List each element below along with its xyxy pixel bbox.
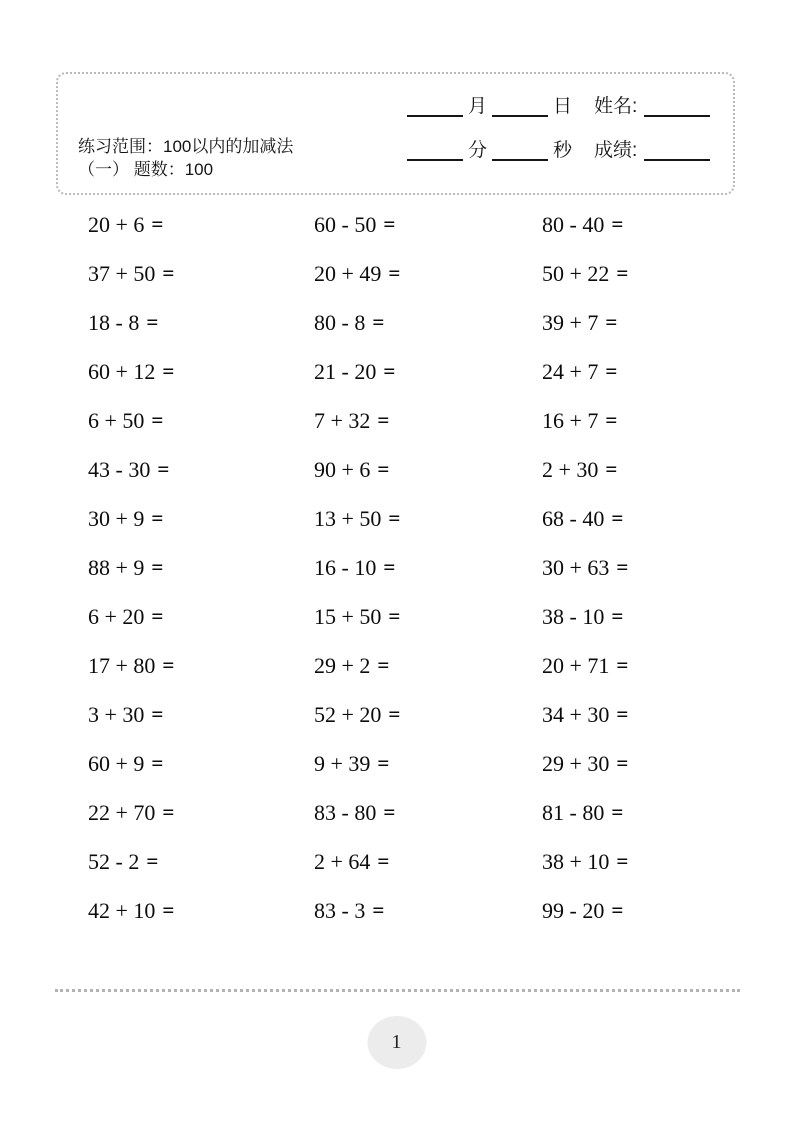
equals-sign: =: [377, 408, 390, 432]
expression-text: 37 + 50: [88, 260, 156, 286]
problem-expression: [314, 200, 542, 249]
expression-text: 80 - 40: [542, 211, 605, 237]
day-label: 日: [553, 96, 573, 117]
equals-sign: =: [377, 457, 390, 481]
problem-expression: [542, 690, 760, 739]
expression-text: 68 - 40: [542, 505, 605, 531]
equals-sign: =: [611, 604, 624, 628]
page-number: 1: [391, 1031, 402, 1053]
equals-sign: =: [151, 408, 164, 432]
equals-sign: =: [616, 261, 629, 285]
second-label: 秒: [553, 140, 573, 161]
problem-expression: [314, 739, 542, 788]
minute-blank-line: [407, 144, 463, 161]
equals-sign: =: [388, 261, 401, 285]
expression-text: 83 - 80: [314, 799, 377, 825]
problem-expression: [88, 249, 314, 298]
time-row: [402, 140, 710, 161]
score-label: 成绩:: [594, 140, 638, 161]
problem-expression: [88, 445, 314, 494]
expression-text: 2 + 30: [542, 456, 599, 482]
equals-sign: =: [377, 653, 390, 677]
expression-text: 3 + 30: [88, 701, 145, 727]
name-blank-line: [644, 100, 710, 117]
problem-expression: [314, 886, 542, 935]
expression-text: 60 + 12: [88, 358, 156, 384]
problem-expression: [88, 690, 314, 739]
expression-text: 99 - 20: [542, 897, 605, 923]
expression-text: 29 + 30: [542, 750, 610, 776]
equals-sign: =: [616, 555, 629, 579]
expression-text: 9 + 39: [314, 750, 371, 776]
sheet-info-text: （一） 题数：100: [78, 160, 214, 179]
expression-text: 52 + 20: [314, 701, 382, 727]
expression-text: 15 + 50: [314, 603, 382, 629]
expression-text: 34 + 30: [542, 701, 610, 727]
expression-text: 20 + 49: [314, 260, 382, 286]
expression-text: 30 + 63: [542, 554, 610, 580]
expression-text: 38 - 10: [542, 603, 605, 629]
problem-expression: [542, 347, 760, 396]
date-row: [402, 96, 710, 117]
expression-text: 16 - 10: [314, 554, 377, 580]
equals-sign: =: [372, 898, 385, 922]
equals-sign: =: [616, 751, 629, 775]
equals-sign: =: [151, 751, 164, 775]
problem-expression: [314, 592, 542, 641]
equals-sign: =: [388, 702, 401, 726]
equals-sign: =: [372, 310, 385, 334]
problem-expression: [542, 592, 760, 641]
equals-sign: =: [388, 506, 401, 530]
equals-sign: =: [151, 555, 164, 579]
equals-sign: =: [605, 408, 618, 432]
problem-expression: [88, 837, 314, 886]
month-label: 月: [468, 96, 488, 117]
problem-expression: [542, 445, 760, 494]
problem-expression: [314, 690, 542, 739]
problem-expression: [88, 396, 314, 445]
problem-expression: [542, 396, 760, 445]
problem-expression: [88, 739, 314, 788]
equals-sign: =: [383, 555, 396, 579]
fill-in-rows: [402, 96, 710, 161]
equals-sign: =: [383, 359, 396, 383]
expression-text: 43 - 30: [88, 456, 151, 482]
score-blank-line: [644, 144, 710, 161]
expression-text: 22 + 70: [88, 799, 156, 825]
problem-expression: [542, 543, 760, 592]
expression-text: 30 + 9: [88, 505, 145, 531]
problem-expression: [542, 249, 760, 298]
problem-expression: [314, 641, 542, 690]
expression-text: 6 + 50: [88, 407, 145, 433]
problem-expression: [542, 837, 760, 886]
minute-label: 分: [468, 140, 488, 161]
equals-sign: =: [162, 261, 175, 285]
equals-sign: =: [162, 653, 175, 677]
problem-expression: [314, 788, 542, 837]
problem-expression: [542, 200, 760, 249]
equals-sign: =: [605, 359, 618, 383]
expression-text: 38 + 10: [542, 848, 610, 874]
problem-expression: [542, 298, 760, 347]
expression-text: 13 + 50: [314, 505, 382, 531]
equals-sign: =: [377, 751, 390, 775]
equals-sign: =: [377, 849, 390, 873]
expression-text: 60 + 9: [88, 750, 145, 776]
expression-text: 6 + 20: [88, 603, 145, 629]
expression-text: 52 - 2: [88, 848, 140, 874]
problem-expression: [542, 886, 760, 935]
equals-sign: =: [146, 310, 159, 334]
worksheet-header-box: [56, 72, 735, 195]
problem-expression: [314, 298, 542, 347]
second-blank-line: [492, 144, 548, 161]
expression-text: 20 + 6: [88, 211, 145, 237]
equals-sign: =: [146, 849, 159, 873]
problem-expression: [314, 396, 542, 445]
equals-sign: =: [383, 212, 396, 236]
practice-scope-text: 练习范围：100以内的加减法: [78, 137, 294, 156]
expression-text: 83 - 3: [314, 897, 366, 923]
expression-text: 42 + 10: [88, 897, 156, 923]
expression-text: 21 - 20: [314, 358, 377, 384]
equals-sign: =: [611, 898, 624, 922]
expression-text: 81 - 80: [542, 799, 605, 825]
expression-text: 88 + 9: [88, 554, 145, 580]
expression-text: 20 + 71: [542, 652, 610, 678]
day-blank-line: [492, 100, 548, 117]
equals-sign: =: [151, 702, 164, 726]
problem-expression: [542, 494, 760, 543]
practice-scope-block: [78, 135, 293, 181]
problem-expression: [314, 494, 542, 543]
problem-expression: [542, 641, 760, 690]
problem-expression: [88, 298, 314, 347]
expression-text: 60 - 50: [314, 211, 377, 237]
problem-expression: [88, 641, 314, 690]
expression-text: 80 - 8: [314, 309, 366, 335]
equals-sign: =: [162, 898, 175, 922]
problem-expression: [542, 739, 760, 788]
page-number-badge: [367, 1016, 426, 1069]
equals-sign: =: [605, 310, 618, 334]
problem-expression: [542, 788, 760, 837]
expression-text: 50 + 22: [542, 260, 610, 286]
equals-sign: =: [611, 212, 624, 236]
equals-sign: =: [157, 457, 170, 481]
problem-expression: [88, 494, 314, 543]
expression-text: 24 + 7: [542, 358, 599, 384]
equals-sign: =: [162, 800, 175, 824]
problem-expression: [314, 445, 542, 494]
expression-text: 39 + 7: [542, 309, 599, 335]
expression-text: 7 + 32: [314, 407, 371, 433]
equals-sign: =: [616, 849, 629, 873]
problem-expression: [314, 837, 542, 886]
problem-expression: [88, 788, 314, 837]
equals-sign: =: [151, 506, 164, 530]
name-label: 姓名:: [594, 96, 638, 117]
equals-sign: =: [162, 359, 175, 383]
equals-sign: =: [616, 702, 629, 726]
expression-text: 16 + 7: [542, 407, 599, 433]
problem-expression: [314, 347, 542, 396]
equals-sign: =: [611, 800, 624, 824]
problem-expression: [88, 543, 314, 592]
problem-expression: [88, 200, 314, 249]
equals-sign: =: [616, 653, 629, 677]
month-blank-line: [407, 100, 463, 117]
equals-sign: =: [605, 457, 618, 481]
problem-expression: [88, 886, 314, 935]
footer-dotted-divider: [55, 989, 740, 992]
equals-sign: =: [383, 800, 396, 824]
equals-sign: =: [388, 604, 401, 628]
expression-text: 18 - 8: [88, 309, 140, 335]
problem-expression: [88, 592, 314, 641]
problems-grid: [88, 200, 760, 935]
problem-expression: [88, 347, 314, 396]
equals-sign: =: [611, 506, 624, 530]
equals-sign: =: [151, 212, 164, 236]
expression-text: 2 + 64: [314, 848, 371, 874]
expression-text: 17 + 80: [88, 652, 156, 678]
expression-text: 29 + 2: [314, 652, 371, 678]
equals-sign: =: [151, 604, 164, 628]
problem-expression: [314, 249, 542, 298]
problem-expression: [314, 543, 542, 592]
expression-text: 90 + 6: [314, 456, 371, 482]
